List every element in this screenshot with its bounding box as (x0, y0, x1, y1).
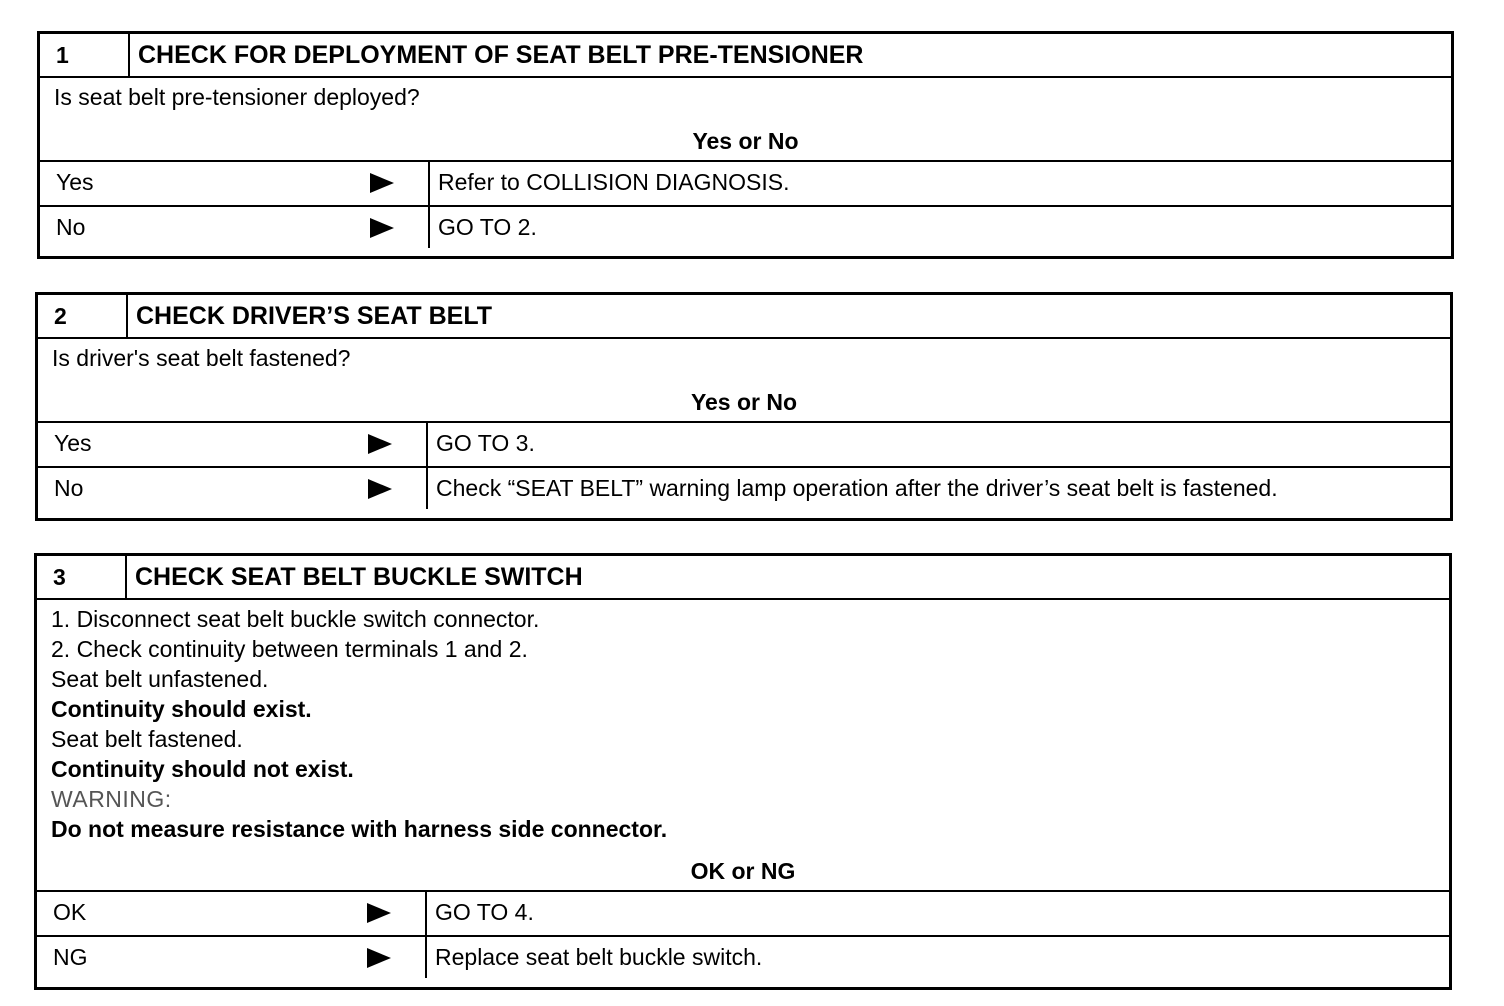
answer-key (37, 892, 427, 935)
answer-result: Replace seat belt buckle switch. (435, 944, 763, 970)
condition-unfastened: Seat belt unfastened. (51, 666, 269, 692)
step-title: CHECK SEAT BELT BUCKLE SWITCH (135, 563, 583, 591)
answer-key (40, 207, 430, 248)
step-header (38, 295, 1450, 339)
expected-no-continuity: Continuity should not exist. (51, 756, 354, 782)
right-arrow-icon (367, 948, 391, 968)
answer-result: GO TO 3. (436, 430, 535, 456)
procedure-step-1: 1. Disconnect seat belt buckle switch connector. (51, 606, 540, 632)
step-3-table (34, 553, 1452, 990)
warning-text: Do not measure resistance with harness side connector. (51, 816, 668, 842)
answer-choice-label: Yes or No (690, 389, 798, 415)
step-number: 1 (40, 34, 130, 76)
step-question-text: Is driver's seat belt fastened? (52, 345, 351, 371)
answer-key (40, 162, 430, 205)
answer-result: Refer to COLLISION DIAGNOSIS. (438, 169, 790, 195)
answer-key-label: OK (53, 899, 87, 925)
answer-row-yes (38, 423, 1450, 466)
step-question-text: Is seat belt pre-tensioner deployed? (54, 84, 420, 110)
step-header (37, 556, 1449, 600)
right-arrow-icon (370, 173, 394, 193)
step-body (40, 78, 1451, 162)
answer-row-no (38, 466, 1450, 509)
right-arrow-icon (370, 218, 394, 238)
answer-key (38, 423, 428, 466)
answer-key-label: No (56, 214, 86, 240)
step-body (38, 339, 1450, 423)
expected-continuity: Continuity should exist. (51, 696, 312, 722)
right-arrow-icon (367, 903, 391, 923)
answer-key-label: NG (53, 944, 88, 970)
answer-row-ng (37, 935, 1449, 978)
answer-key (37, 937, 427, 978)
warning-label: WARNING: (51, 786, 172, 812)
right-arrow-icon (368, 479, 392, 499)
answer-key-label: Yes (54, 430, 92, 456)
answer-row-yes (40, 162, 1451, 205)
answer-key-label: No (54, 475, 84, 501)
step-title: CHECK FOR DEPLOYMENT OF SEAT BELT PRE-TENSIONER (138, 41, 864, 69)
answer-choice-label: OK or NG (690, 858, 796, 884)
step-header (40, 34, 1451, 78)
step-number: 2 (38, 295, 128, 337)
condition-fastened: Seat belt fastened. (51, 726, 243, 752)
right-arrow-icon (368, 434, 392, 454)
step-number: 3 (37, 556, 127, 598)
answer-choice-label: Yes or No (692, 128, 799, 154)
answer-result: Check “SEAT BELT” warning lamp operation after the driver’s seat belt is fastened. (436, 475, 1278, 501)
step-1-table (37, 31, 1454, 259)
answer-result: GO TO 2. (438, 214, 537, 240)
step-title: CHECK DRIVER’S SEAT BELT (136, 302, 493, 330)
answer-row-no (40, 205, 1451, 248)
answer-key-label: Yes (56, 169, 94, 195)
answer-row-ok (37, 892, 1449, 935)
answer-result: GO TO 4. (435, 899, 534, 925)
step-2-table (35, 292, 1453, 521)
step-body (37, 600, 1449, 892)
procedure-step-2: 2. Check continuity between terminals 1 and 2. (51, 636, 528, 662)
answer-key (38, 468, 428, 509)
